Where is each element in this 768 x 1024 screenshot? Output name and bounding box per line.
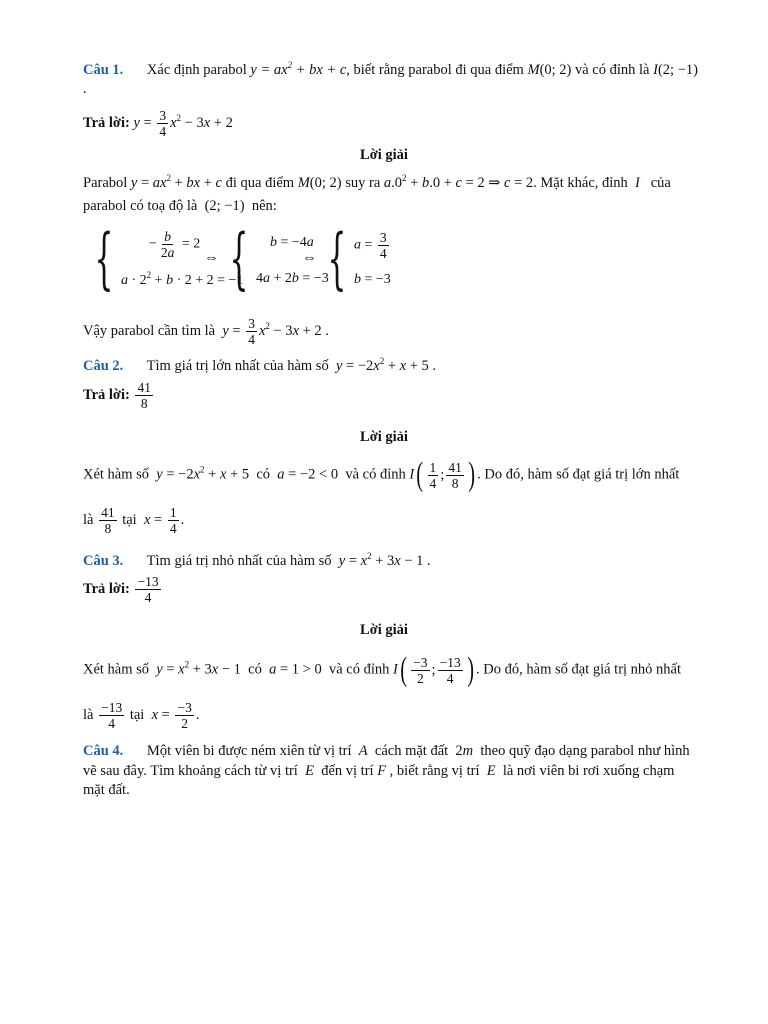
q1-system-2: { b = −4a 4a + 2b = −3 (229, 220, 329, 297)
q1-system-1: { − $\frac{b}{2a}$ = 2 $a \cdot 2^2 + b \cdot 2 + 2 = -1$ (94, 220, 244, 297)
q1-solution-line1: Parabol $y = ax^2$ + bx + c đi qua điểm M(0; 2) suy ra $a.0^2 + b.0 + c = 2$ ⇒ c = 2. Mặt khác, đỉnh I của (83, 173, 671, 191)
q4-label: Câu 4. (83, 743, 124, 759)
q3-solution-line2: là $\frac{-13}{4}$ tại x = $\frac{-3}{2}$ . (83, 700, 200, 731)
q1-text-c: và có đỉnh là (575, 62, 650, 78)
q2-text: Tìm giá trị lớn nhất của hàm số (146, 358, 329, 374)
q1-eq: $y = ax^2$ + bx + c (250, 60, 347, 78)
q1-answer-frac: $\frac{3}{4}$ (159, 108, 167, 139)
q1-vertex: I (653, 62, 658, 78)
q1-system-3: { a = $\frac{3}{4}$ b = −3 (327, 220, 391, 297)
q2-answer-label: Trả lời (83, 386, 125, 403)
q3-statement: Câu 3. Tìm giá trị nhỏ nhất của hàm số $y = x^2 + 3x - 1$ . (83, 551, 431, 569)
q1-conclusion: Vậy parabol cần tìm là y = $\frac{3}{4}$ $x^2 - 3x + 2$ . (83, 316, 329, 347)
q1-dot: . (83, 81, 87, 97)
equivalence-arrow-1: ⇔ (204, 250, 219, 266)
q3-answer-frac: $\frac{-13}{4}$ (137, 574, 159, 605)
q1-label: Câu 1. (83, 62, 124, 78)
q1-point-m: M (527, 62, 540, 78)
q1-text-a: Xác định parabol (146, 62, 247, 78)
q2-answer-frac: $\frac{41}{8}$ (137, 380, 151, 411)
q4-line2: vẽ sau đây. Tìm khoảng cách từ vị trí E đến vị trí F , biết rằng vị trí E là nơi viên bi rơi xuống chạm (83, 763, 675, 779)
q3-text: Tìm giá trị nhỏ nhất của hàm số (146, 553, 332, 569)
equivalence-arrow-2: ⇔ (302, 250, 317, 266)
q3-solution-line1: Xét hàm số $y = x^2 + 3x - 1$ có a = 1 > 0 và có đỉnh I ( $\frac{-3}{2}$ ; $\frac{-13}{4}$ ) . Do đó, hàm số đạt giá trị nhỏ nhất (83, 651, 682, 688)
q1-statement: Câu 1. Xác định parabol $y = ax^2$ + bx + c, biết rằng parabol đi qua điểm M(0; 2) và có đỉnh là I(2; −1) (83, 60, 698, 78)
q2-statement: Câu 2. Tìm giá trị lớn nhất của hàm số $y = -2x^2 + x + 5$ . (83, 356, 436, 374)
q1-text-b: , biết rằng parabol đi qua điểm (346, 62, 524, 78)
q3-solution-title: Lời giải (360, 622, 408, 638)
q1-solution-title: Lời giải (360, 147, 408, 163)
q4-line3: mặt đất. (83, 782, 130, 798)
q1-answer: Trả lời: y = $\frac{3}{4}$ $x^2 - 3x + 2$ (83, 108, 233, 139)
q2-label: Câu 2. (83, 358, 124, 374)
q2-answer: Trả lời: $\frac{41}{8}$ (83, 380, 151, 411)
q4-line1: Câu 4. Một viên bi được ném xiên từ vị trí A cách mặt đất 2m theo quỹ đạo dạng parabol như hình (83, 743, 690, 759)
q3-answer: Trả lời: $\frac{-13}{4}$ (83, 574, 159, 605)
q3-label: Câu 3. (83, 553, 124, 569)
q1-solution-line2: parabol có toạ độ là (2; −1) nên: (83, 198, 277, 214)
q2-solution-title: Lời giải (360, 429, 408, 445)
q2-solution-line1: Xét hàm số $y = -2x^2 + x + 5$ có a = −2 < 0 và có đỉnh I ( $\frac{1}{4}$ ; $\frac{41}{8}$ ) . Do đó, hàm số đạt giá trị lớn nhất (83, 456, 680, 493)
q2-solution-line2: là $\frac{41}{8}$ tại x = $\frac{1}{4}$ . (83, 505, 185, 536)
q1-answer-label: Trả lời (83, 114, 125, 131)
q3-answer-label: Trả lời (83, 580, 125, 597)
